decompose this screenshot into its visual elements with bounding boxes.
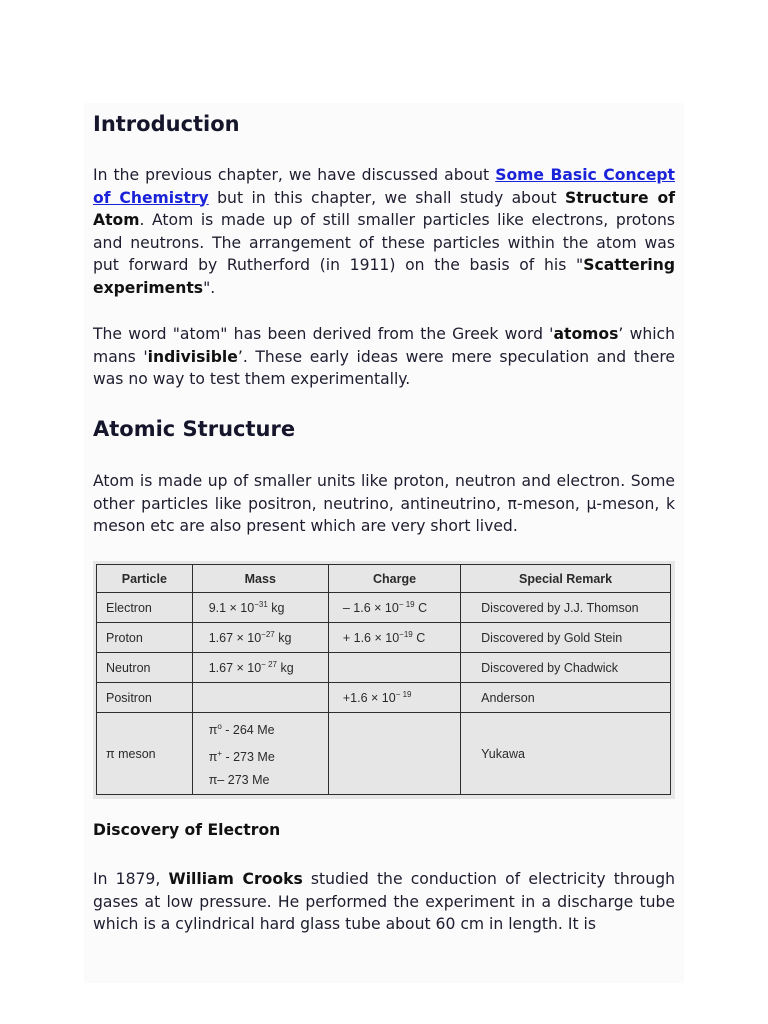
meson-mass-line: π– 273 Me bbox=[208, 773, 270, 787]
particle-table-image bbox=[93, 561, 675, 799]
header-mass: Mass bbox=[192, 565, 328, 593]
cell-mass: $1.67 \times 10^{-27}$ kg bbox=[192, 623, 328, 653]
article-content bbox=[84, 103, 684, 983]
cell-remark: Discovered by Chadwick bbox=[461, 653, 671, 683]
text: ’ which mans ' bbox=[93, 325, 675, 366]
table-header-row bbox=[97, 565, 671, 593]
cell-particle: Neutron bbox=[97, 653, 193, 683]
text: In the previous chapter, we have discussed about bbox=[93, 166, 496, 184]
meson-mass-line: $\pi^o - 264$ Me bbox=[208, 722, 275, 738]
bold-atomos: atomos bbox=[553, 325, 619, 343]
cell-mass: $9.1 \times 10^{-31}$ kg bbox=[192, 593, 328, 623]
heading-atomic-structure: Atomic Structure bbox=[93, 417, 296, 441]
intro-paragraph-2 bbox=[93, 323, 675, 391]
text: ’. These early ideas were mere speculation and there was no way to test them experimentally. bbox=[93, 347, 675, 388]
cell-charge: + $1.6 \times 10^{-19}$ C bbox=[328, 623, 460, 653]
cell-remark: Anderson bbox=[461, 683, 671, 713]
cell-remark: Discovered by J.J. Thomson bbox=[461, 593, 671, 623]
cell-charge bbox=[328, 713, 460, 795]
cell-remark: Yukawa bbox=[461, 713, 671, 795]
table-row bbox=[97, 593, 671, 623]
text: but in this chapter, we shall study about bbox=[208, 188, 566, 207]
cell-particle: Positron bbox=[97, 683, 193, 713]
table-row bbox=[97, 623, 671, 653]
text: ". bbox=[203, 278, 216, 297]
table-row bbox=[97, 653, 671, 683]
link-some-basic-concept[interactable]: Some Basic Concept of Chemistry bbox=[93, 166, 675, 207]
cell-particle: Proton bbox=[97, 623, 193, 653]
header-particle: Particle bbox=[97, 565, 193, 593]
cell-charge bbox=[328, 653, 460, 683]
cell-particle: π meson bbox=[97, 713, 193, 795]
header-charge: Charge bbox=[328, 565, 460, 593]
cell-mass bbox=[192, 713, 328, 795]
bold-structure-of-atom: Structure of Atom bbox=[93, 188, 675, 229]
bold-indivisible: indivisible bbox=[147, 347, 238, 366]
text: . Atom is made up of still smaller particles like electrons, protons and neutrons. The arrangement of these particles within the atom was put forward by Rutherford (in 1911) on the basis of his " bbox=[93, 211, 675, 274]
bold-scattering-experiments: Scattering experiments bbox=[93, 256, 675, 297]
particle-table bbox=[96, 564, 671, 795]
cell-charge: – $1.6 \times 10^{- 19}$ C bbox=[328, 593, 460, 623]
heading-introduction: Introduction bbox=[93, 112, 240, 136]
table-row bbox=[97, 683, 671, 713]
heading-discovery-of-electron: Discovery of Electron bbox=[93, 821, 281, 839]
electron-paragraph-1 bbox=[93, 868, 675, 936]
text: The word "atom" has been derived from the Greek word ' bbox=[93, 325, 554, 343]
cell-charge: $+1.6 \times 10^{- 19}$ bbox=[328, 683, 460, 713]
intro-paragraph-1 bbox=[93, 164, 675, 299]
cell-mass: $1.67 \times 10^{- 27}$ kg bbox=[192, 653, 328, 683]
text: studied the conduction of electricity through gases at low pressure. He performed the experiment in a discharge tube which is a cylindrical hard glass tube about 60 cm in length. It is bbox=[93, 870, 675, 933]
meson-mass-line: π+ - 273 Me bbox=[208, 749, 275, 765]
atomic-paragraph-1: Atom is made up of smaller units like proton, neutron and electron. Some other particles like positron, neutrino, antineutrino, π-meson, μ-meson, k meson etc are also present which are very short lived. bbox=[93, 472, 675, 535]
cell-mass bbox=[192, 683, 328, 713]
header-special-remark: Special Remark bbox=[461, 565, 671, 593]
cell-particle: Electron bbox=[97, 593, 193, 623]
text: In 1879, bbox=[93, 870, 169, 888]
table-row bbox=[97, 713, 671, 795]
bold-william-crooks: William Crooks bbox=[168, 870, 303, 888]
cell-remark: Discovered by Gold Stein bbox=[461, 623, 671, 653]
